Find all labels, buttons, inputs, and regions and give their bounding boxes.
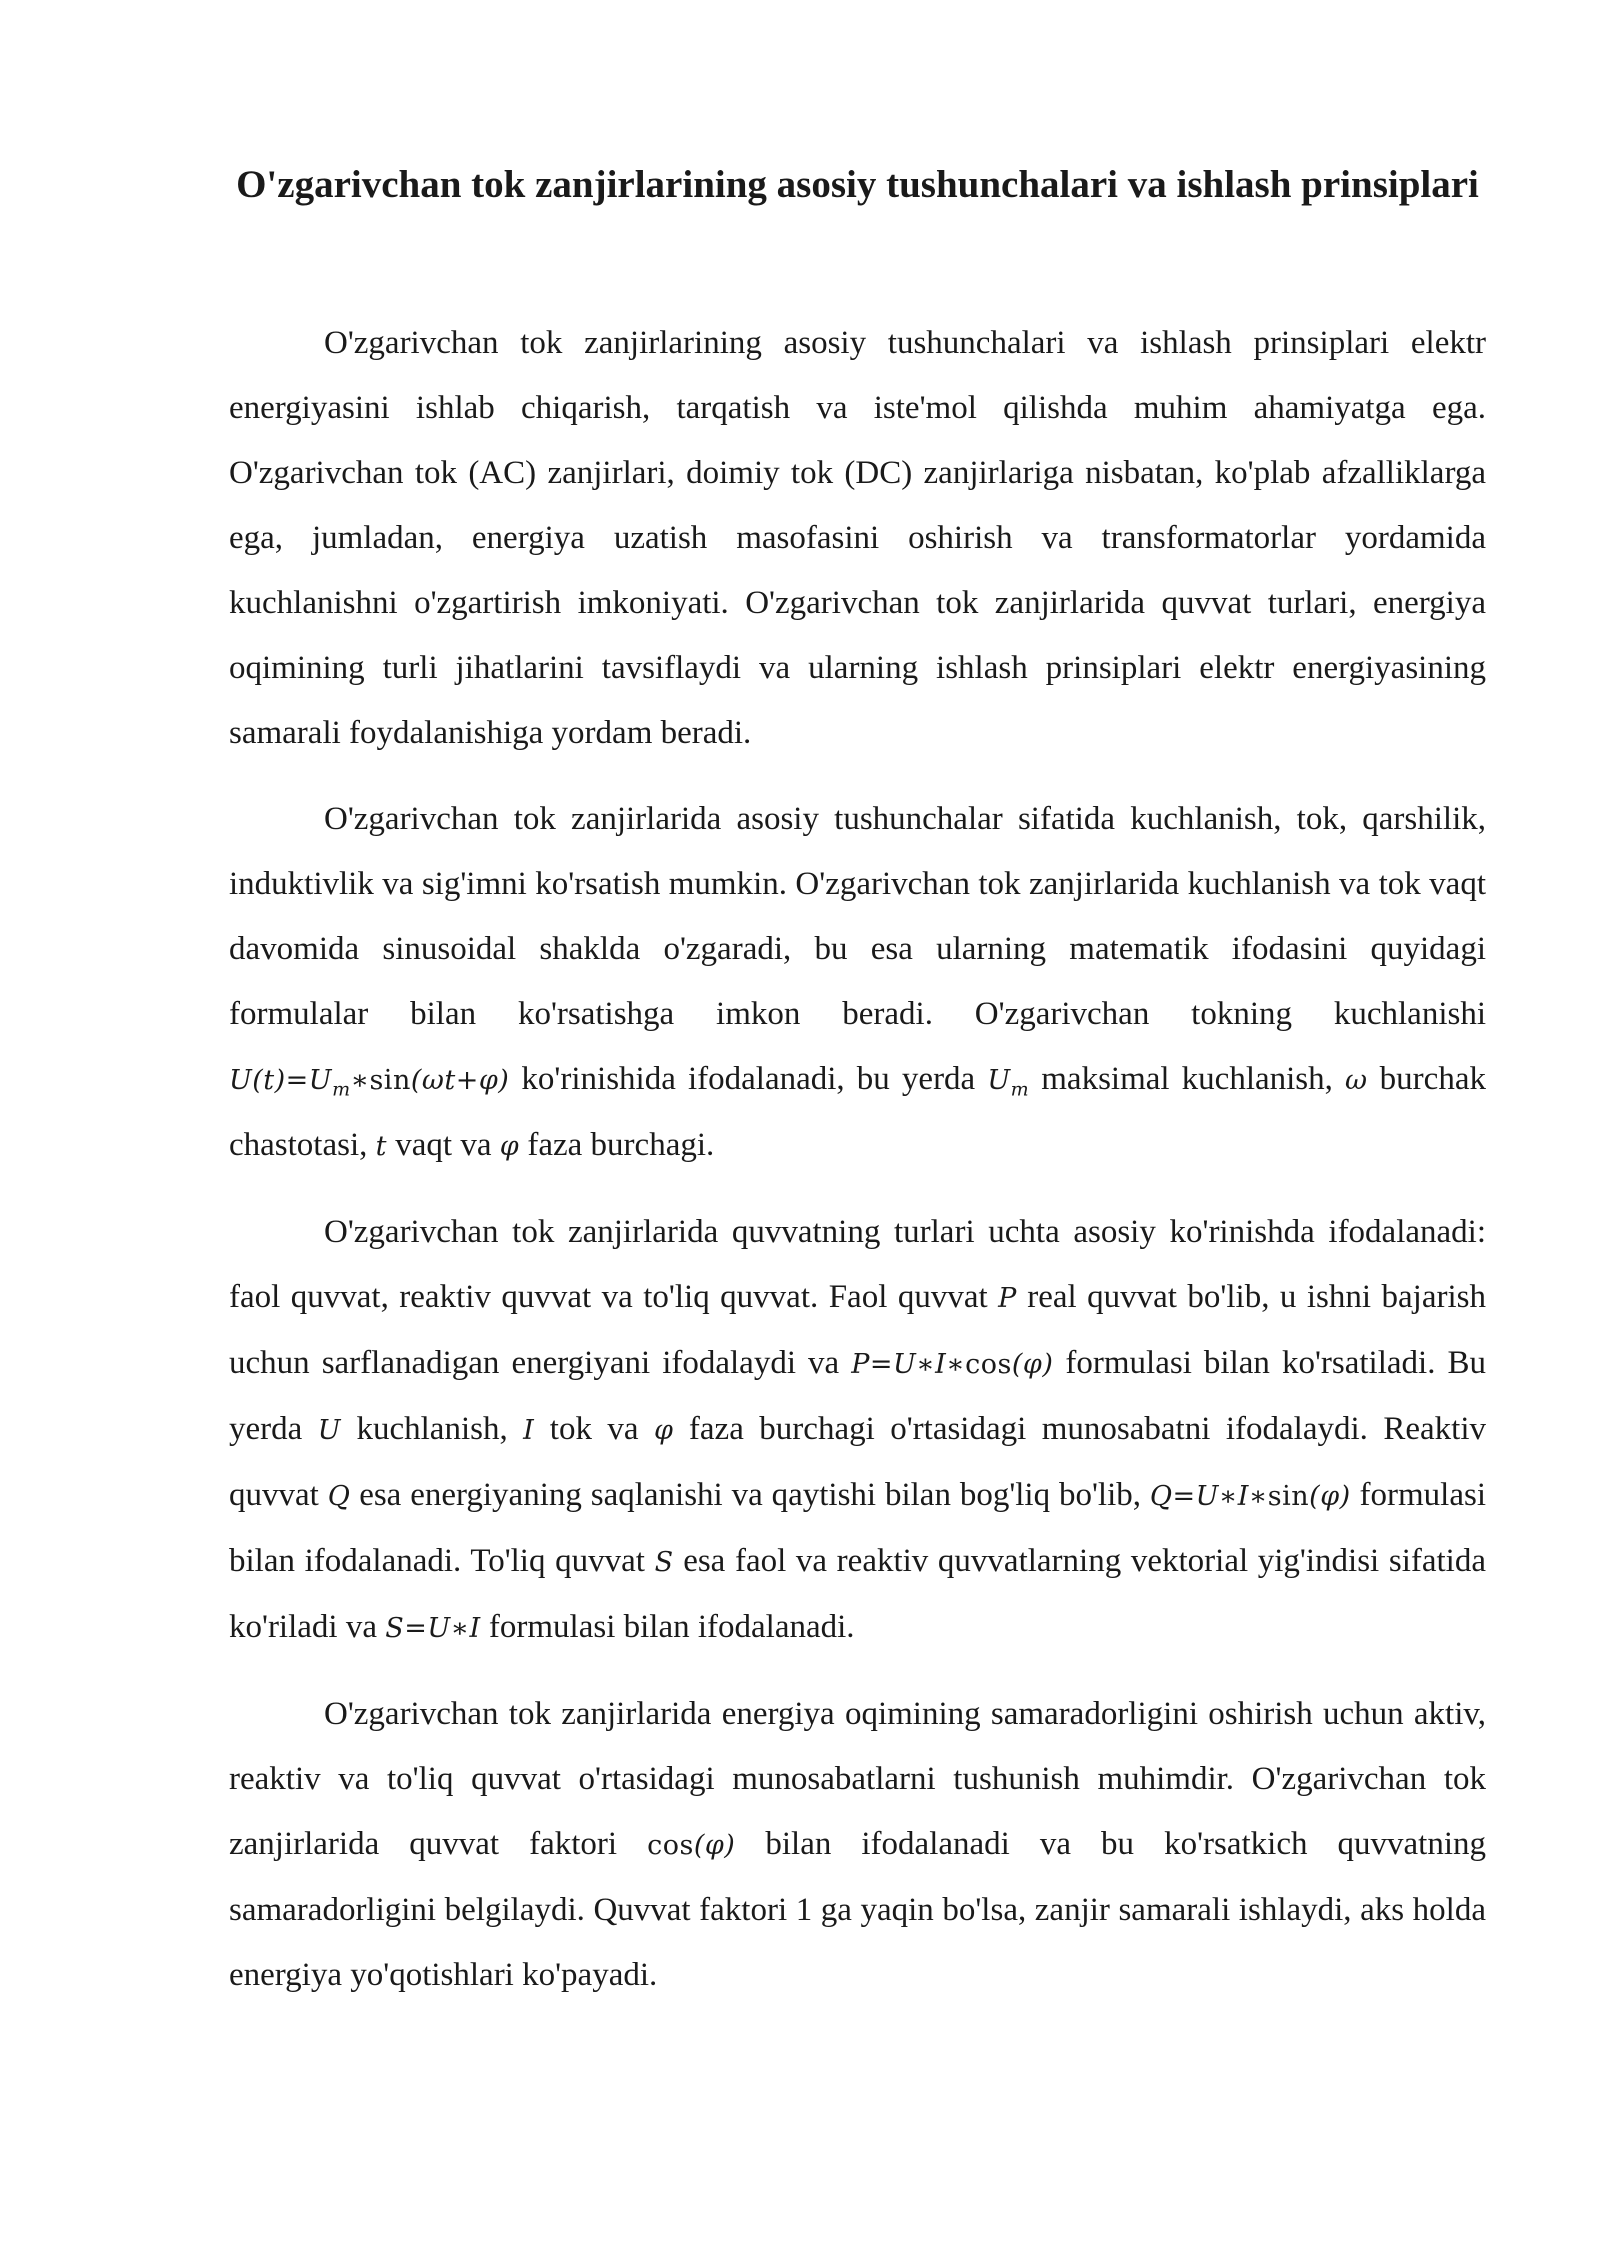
active-power-symbol: P [998, 1283, 1017, 1314]
paragraph-text: formulasi bilan ifodalanadi. To'liq quvvat [229, 1477, 1486, 1579]
paragraph-text: burchak chastotasi, [229, 1061, 1486, 1163]
paragraph-4 [229, 1682, 1486, 2008]
paragraph-text: O'zgarivchan tok zanjirlarida energiya oqimining samaradorligini oshirish uchun aktiv, reaktiv va to'liq quvvat o'rtasidagi munosabatlarni tushunish muhimdir. O'zgarivchan tok zanjirlarida quvvat faktori [229, 1696, 1486, 1862]
paragraph-text: maksimal kuchlanish, [1029, 1061, 1346, 1097]
paragraph-text: bilan ifodalanadi va bu ko'rsatkich quvvatning samaradorligini belgilaydi. Quvvat faktori 1 ga yaqin bo'lsa, zanjir samarali ishlaydi, aks holda energiya yo'qotishlari ko'payadi. [229, 1826, 1486, 1993]
paragraph-text: ko'rinishida ifodalanadi, bu yerda [509, 1061, 988, 1097]
paragraph-text: O'zgarivchan tok zanjirlarida quvvatning turlari uchta asosiy ko'rinishda ifodalanadi: faol quvvat, reaktiv quvvat va to'liq quvvat. Faol quvvat [229, 1214, 1486, 1315]
active-power-formula: P=U∗I∗cos(φ) [851, 1349, 1054, 1380]
current-symbol: I [523, 1415, 535, 1446]
apparent-power-formula: S=U∗I [385, 1613, 481, 1644]
max-voltage-symbol: $U_m$ [987, 1065, 1030, 1101]
paragraph-text: esa faol va reaktiv quvvatlarning vektorial yig'indisi sifatida ko'riladi va [229, 1543, 1486, 1645]
omega-symbol: ω [1345, 1065, 1368, 1096]
phi-symbol: φ [654, 1415, 674, 1446]
time-symbol: t [375, 1131, 387, 1162]
paragraph-text: faza burchagi. [519, 1127, 715, 1163]
paragraph-text: O'zgarivchan tok zanjirlarida asosiy tushunchalar sifatida kuchlanish, tok, qarshilik, induktivlik va sig'imni ko'rsatish mumkin. O'zgarivchan tok zanjirlarida kuchlanish va tok vaqt davomida sinusoidal shaklda o'zgaradi, bu esa ularning matematik ifodasini quyidagi formulalar bilan ko'rsatishga imkon beradi. O'zgarivchan tokning kuchlanishi [229, 801, 1486, 1032]
document-body [229, 311, 1486, 2029]
paragraph-text: kuchlanish, [341, 1411, 524, 1447]
paragraph-text: formulasi bilan ifodalanadi. [480, 1609, 855, 1645]
paragraph-text: esa energiyaning saqlanishi va qaytishi bilan bog'liq bo'lib, [350, 1477, 1150, 1513]
paragraph-text: formulasi bilan ko'rsatiladi. Bu yerda [229, 1345, 1486, 1447]
reactive-power-symbol: Q [327, 1481, 351, 1512]
paragraph-text: tok va [534, 1411, 655, 1447]
document-title: O'zgarivchan tok zanjirlarining asosiy tushunchalari va ishlash prinsiplari [236, 163, 1479, 206]
phi-symbol: φ [499, 1131, 520, 1162]
voltage-symbol: U [317, 1415, 342, 1446]
paragraph-text: vaqt va [387, 1127, 500, 1163]
paragraph-text: faza burchagi o'rtasidagi munosabatni ifodalaydi. Reaktiv quvvat [229, 1411, 1486, 1513]
apparent-power-symbol: S [654, 1547, 674, 1578]
paragraph-text: real quvvat bo'lib, u ishni bajarish uchun sarflanadigan energiyani ifodalaydi va [229, 1279, 1486, 1381]
paragraph-3 [229, 1200, 1486, 1661]
reactive-power-formula: Q=U∗I∗sin(φ) [1149, 1481, 1351, 1512]
paragraph-2 [229, 787, 1486, 1179]
power-factor-formula: cos(φ) [647, 1830, 736, 1861]
voltage-formula: $U(t)=U_m∗\sin(\omega t+\varphi)$ [229, 1065, 510, 1101]
paragraph-1: O'zgarivchan tok zanjirlarining asosiy tushunchalari va ishlash prinsiplari elektr energiyasini ishlab chiqarish, tarqatish va iste'mol qilishda muhim ahamiyatga ega. O'zgarivchan tok (AC) zanjirlari, doimiy tok (DC) zanjirlariga nisbatan, ko'plab afzalliklarga ega, jumladan, energiya uzatish masofasini oshirish va transformatorlar yordamida kuchlanishni o'zgartirish imkoniyati. O'zgarivchan tok zanjirlarida quvvat turlari, energiya oqimining turli jihatlarini tavsiflaydi va ularning ishlash prinsiplari elektr energiyasining samarali foydalanishiga yordam beradi. [229, 325, 1486, 751]
